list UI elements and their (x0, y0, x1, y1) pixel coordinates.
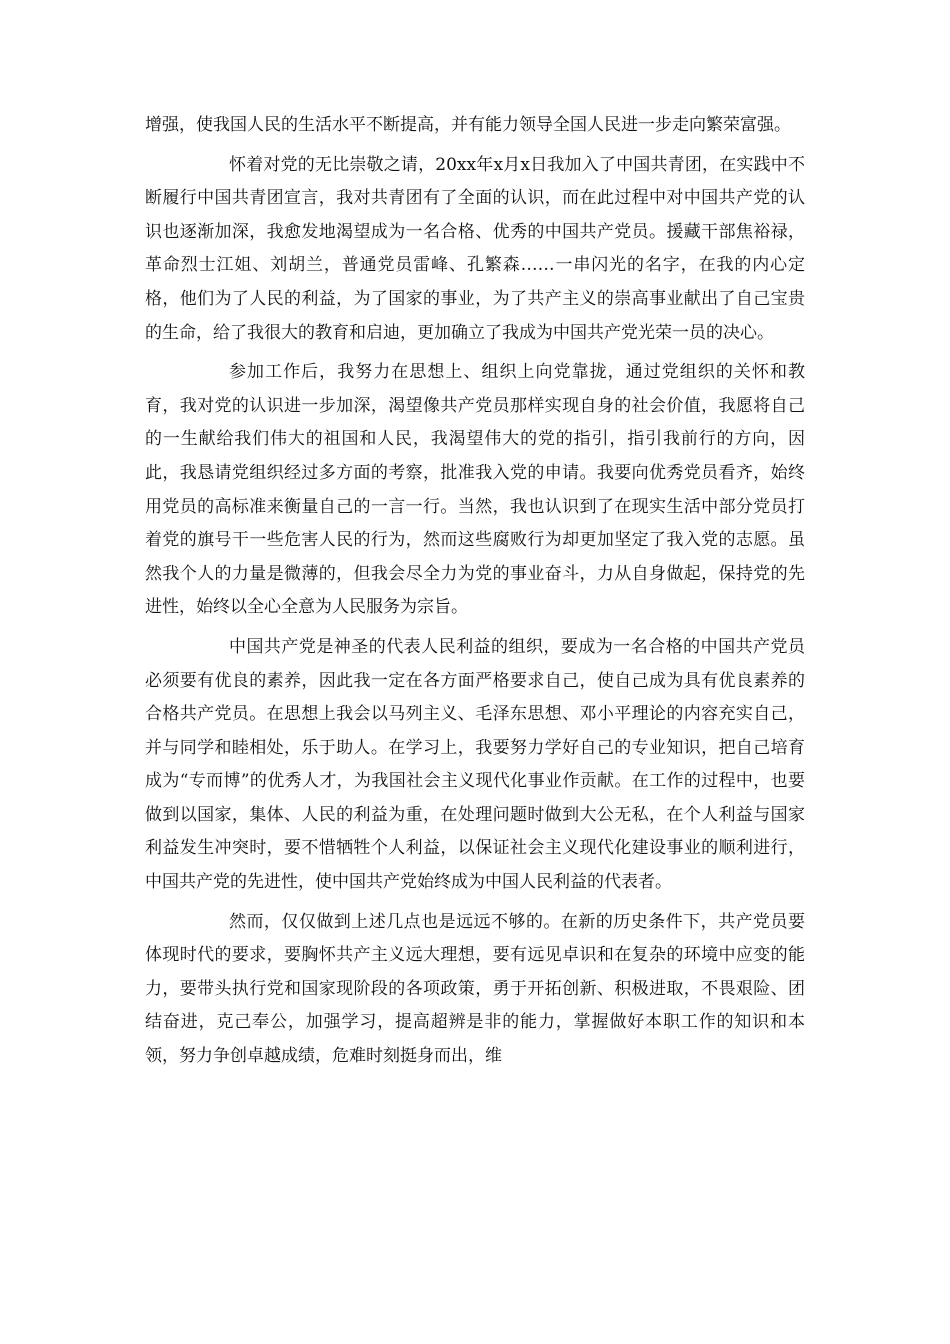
paragraph-2: 怀着对党的无比崇敬之请，20xx年x月x日我加入了中国共青团，在实践中不断履行中国共青团宣言，我对共青团有了全面的认识，而在此过程中对中国共产党的认识也逐渐加深，我愈发地渴望成为一名合格、优秀的中国共产党员。援藏干部焦裕禄，革命烈士江姐、刘胡兰，普通党员雷峰、孔繁森……一串闪光的名字，在我的内心定格，他们为了人民的利益，为了国家的事业，为了共产主义的崇高事业献出了自己宝贵的生命，给了我很大的教育和启迪，更加确立了我成为中国共产党光荣一员的决心。 (145, 154, 805, 343)
document-page (145, 109, 805, 1080)
paragraph-3: 参加工作后，我努力在思想上、组织上向党靠拢，通过党组织的关怀和教育，我对党的认识进一步加深，渴望像共产党员那样实现自身的社会价值，我愿将自己的一生献给我们伟大的祖国和人民，我渴望伟大的党的指引，指引我前行的方向，因此，我恳请党组织经过多方面的考察，批准我入党的申请。我要向优秀党员看齐，始终用党员的高标准来衡量自己的一言一行。当然，我也认识到了在现实生活中部分党员打着党的旗号干一些危害人民的行为，然而这些腐败行为却更加坚定了我入党的志愿。虽然我个人的力量是微薄的，但我会尽全力为党的事业奋斗，力从自身做起，保持党的先进性，始终以全心全意为人民服务为宗旨。 (145, 362, 805, 618)
paragraph-1: 增强，使我国人民的生活水平不断提高，并有能力领导全国人民进一步走向繁荣富强。 (145, 115, 791, 135)
paragraph-4: 中国共产党是神圣的代表人民利益的组织，要成为一名合格的中国共产党员必须要有优良的素养，因此我一定在各方面严格要求自己，使自己成为具有优良素养的合格共产党员。在思想上我会以马列主义、毛泽东思想、邓小平理论的内容充实自己，并与同学和睦相处，乐于助人。在学习上，我要努力学好自己的专业知识，把自己培育成为“专而博”的优秀人才，为我国社会主义现代化事业作贡献。在工作的过程中，也要做到以国家，集体、人民的利益为重，在处理问题时做到大公无私，在个人利益与国家利益发生冲突时，要不惜牺牲个人利益，以保证社会主义现代化建设事业的顺利进行，中国共产党的先进性，使中国共产党始终成为中国人民利益的代表者。 (145, 636, 805, 893)
paragraph-5: 然而，仅仅做到上述几点也是远远不够的。在新的历史条件下，共产党员要体现时代的要求，要胸怀共产主义远大理想，要有远见卓识和在复杂的环境中应变的能力，要带头执行党和国家现阶段的各项政策，勇于开拓创新、积极进取，不畏艰险、团结奋进，克己奉公，加强学习，提高超辨是非的能力，掌握做好本职工作的知识和本领，努力争创卓越成绩，危难时刻挺身而出，维 (145, 911, 805, 1067)
